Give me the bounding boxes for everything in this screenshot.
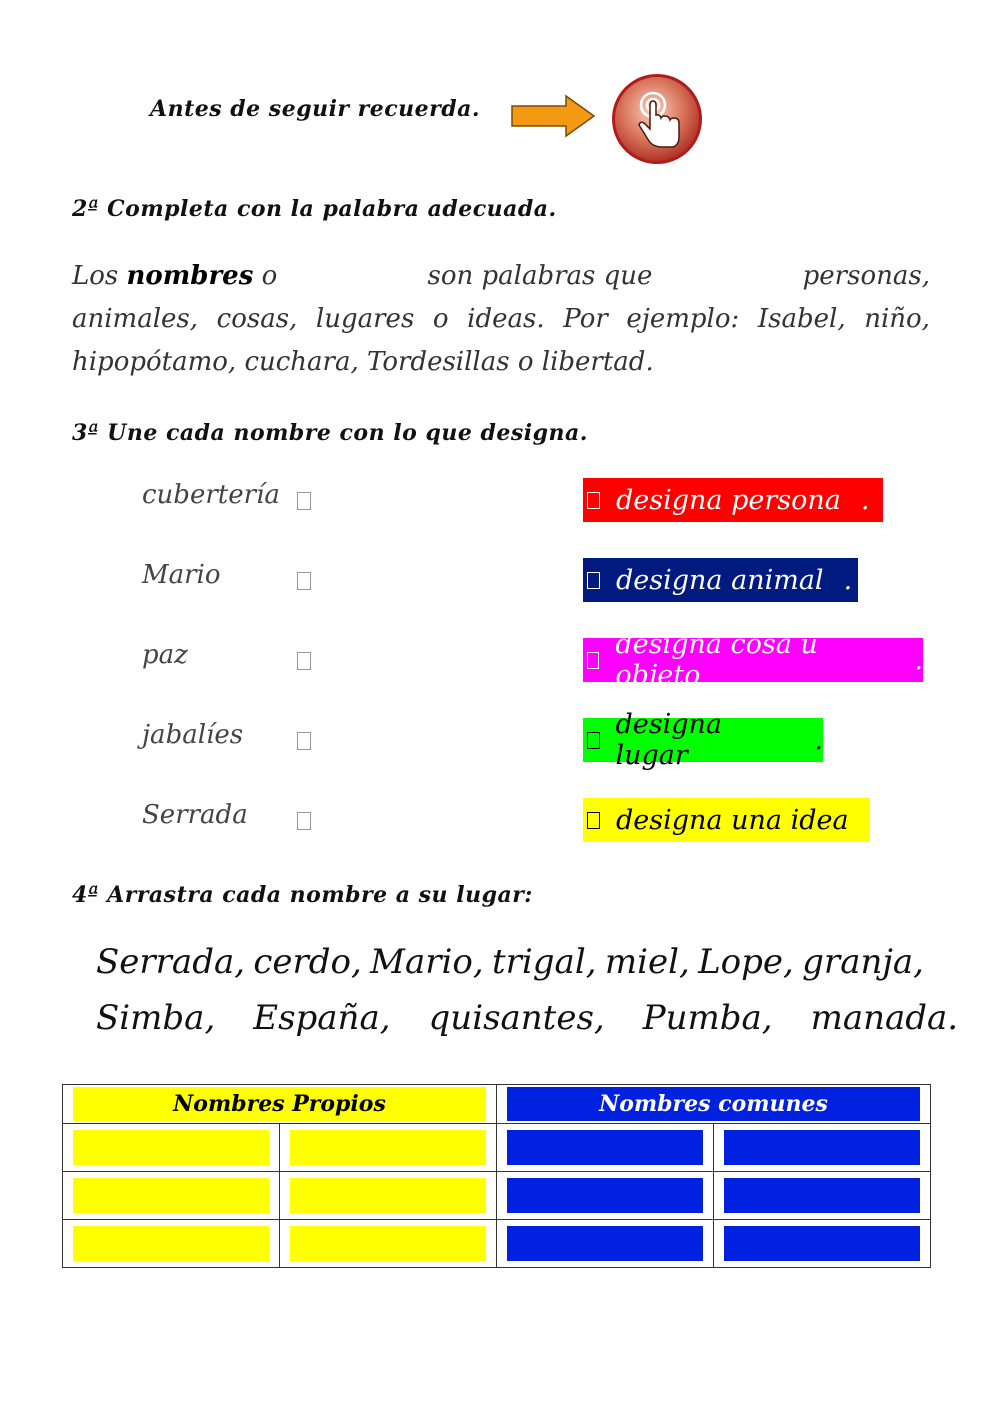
drop-slot-propio[interactable] [290, 1226, 486, 1261]
drop-slot-comun[interactable] [507, 1130, 703, 1165]
drop-slot-propio[interactable] [290, 1130, 486, 1165]
header-propios [63, 1085, 497, 1124]
blank-input-2[interactable] [666, 255, 790, 298]
match-target-idea[interactable]: designa una idea [583, 798, 870, 842]
match-dot-right[interactable] [587, 572, 600, 589]
keyword-nombres: nombres [126, 261, 254, 291]
match-dot-right[interactable] [587, 812, 600, 829]
match-dot-left[interactable] [297, 812, 311, 830]
match-dot-left[interactable] [297, 652, 311, 670]
match-dot-left[interactable] [297, 572, 311, 590]
drop-slot-comun[interactable] [724, 1226, 920, 1261]
touch-hand-icon [629, 89, 687, 151]
exercise2-heading: 2ª Completa con la palabra adecuada. [72, 196, 557, 222]
word-item: jabalíes [142, 720, 244, 750]
exercise2-paragraph [72, 255, 930, 384]
drop-slot-propio[interactable] [73, 1130, 269, 1165]
touch-hand-button[interactable] [612, 74, 702, 164]
match-target-lugar[interactable]: designa lugar . [583, 718, 823, 762]
para-line1-mid: son palabras que [427, 261, 653, 291]
para-line3: hipopótamo, cuchara, Tordesillas o libertad. [72, 347, 654, 377]
draggable-word[interactable]: Lope, [698, 942, 794, 982]
intro-text: Antes de seguir recuerda. [150, 96, 481, 122]
exercise3-heading: 3ª Une cada nombre con lo que designa. [72, 420, 588, 446]
draggable-word[interactable]: Mario, [370, 942, 484, 982]
word-bank [96, 942, 959, 1054]
arrow-right-icon [510, 94, 596, 138]
drop-slot-comun[interactable] [724, 1178, 920, 1213]
drop-slot-comun[interactable] [507, 1226, 703, 1261]
word-item: paz [142, 640, 188, 670]
para-line2: animales, cosas, lugares o ideas. Por ejemplo: Isabel, niño, [72, 304, 930, 334]
header-comunes-label: Nombres comunes [507, 1087, 920, 1121]
match-dot-left[interactable] [297, 732, 311, 750]
draggable-word[interactable]: manada. [810, 998, 959, 1038]
match-dot-right[interactable] [587, 652, 599, 669]
drop-slot-propio[interactable] [73, 1226, 269, 1261]
drop-slot-propio[interactable] [290, 1178, 486, 1213]
match-dot-left[interactable] [297, 492, 311, 510]
match-dot-right[interactable] [587, 732, 600, 749]
draggable-word[interactable]: miel, [604, 942, 690, 982]
drop-slot-comun[interactable] [507, 1178, 703, 1213]
match-dot-right[interactable] [587, 492, 600, 509]
para-line1-end: personas, [802, 261, 930, 291]
match-target-persona[interactable]: designa persona . [583, 478, 883, 522]
word-item: Serrada [142, 800, 248, 830]
draggable-word[interactable]: Serrada, [96, 942, 246, 982]
draggable-word[interactable]: quisantes, [428, 998, 605, 1038]
match-target-cosa[interactable]: designa cosa u objeto . [583, 638, 923, 682]
word-item: Mario [142, 560, 221, 590]
draggable-word[interactable]: Pumba, [642, 998, 773, 1038]
draggable-word[interactable]: cerdo, [253, 942, 362, 982]
drop-table [62, 1084, 931, 1268]
word-item: cubertería [142, 480, 280, 510]
drop-slot-comun[interactable] [724, 1130, 920, 1165]
match-target-animal[interactable]: designa animal . [583, 558, 858, 602]
header-propios-label: Nombres Propios [73, 1087, 486, 1121]
blank-input-1[interactable] [290, 255, 414, 298]
draggable-word[interactable]: Simba, [96, 998, 216, 1038]
draggable-word[interactable]: España, [253, 998, 391, 1038]
draggable-word[interactable]: trigal, [492, 942, 597, 982]
header-comunes [497, 1085, 931, 1124]
para-line1-start: Los nombres o [72, 261, 278, 291]
drop-slot-propio[interactable] [73, 1178, 269, 1213]
exercise4-heading: 4ª Arrastra cada nombre a su lugar: [72, 882, 533, 908]
draggable-word[interactable]: granja, [802, 942, 924, 982]
